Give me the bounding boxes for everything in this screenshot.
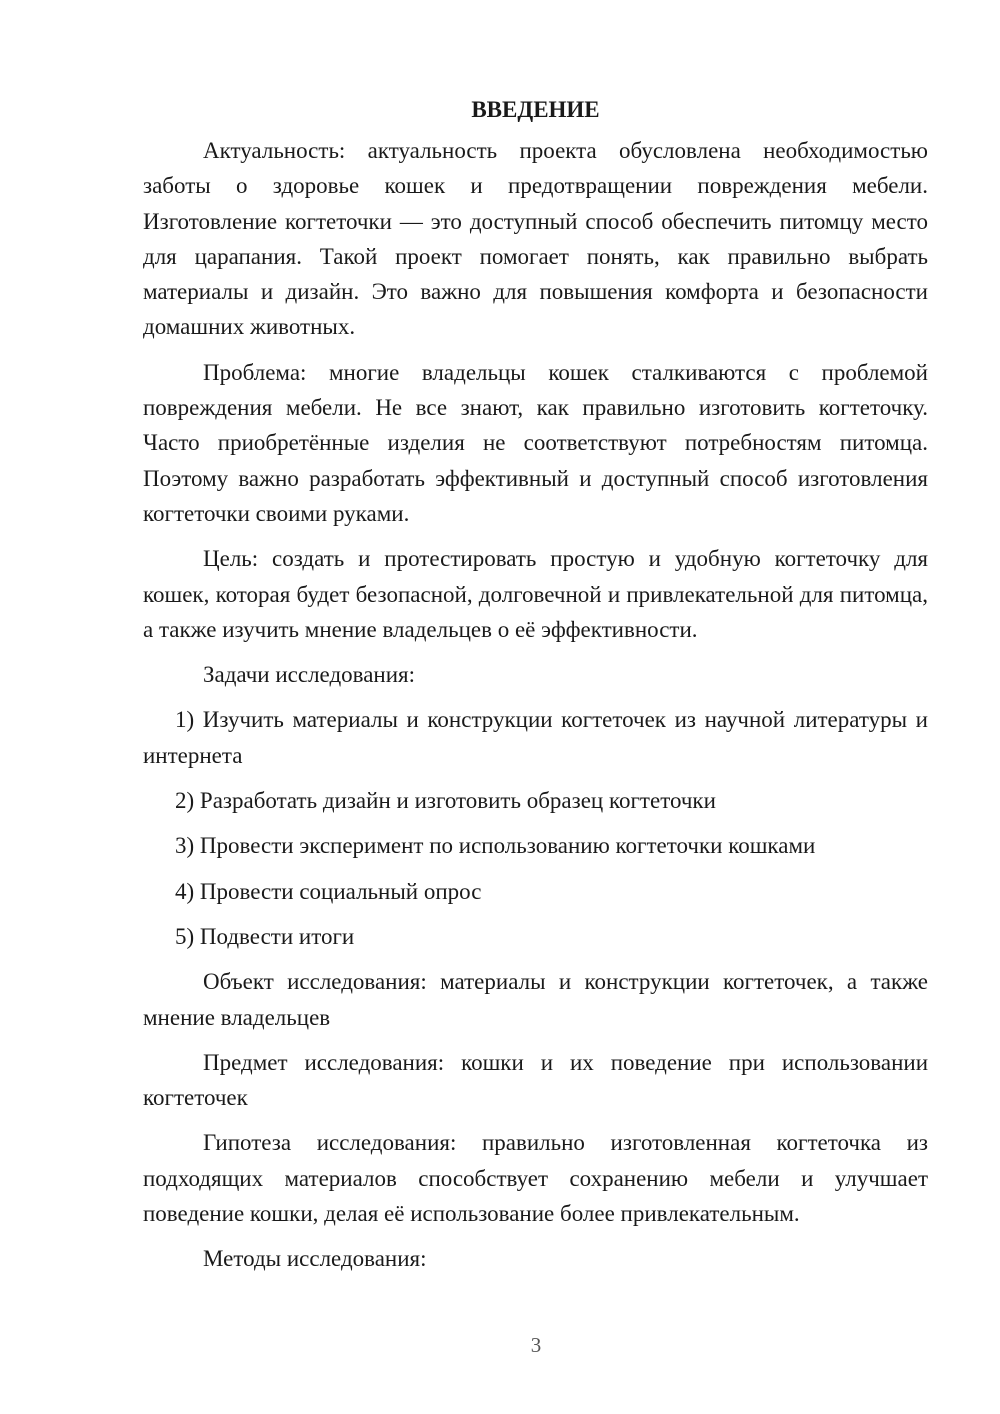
task-item: 1) Изучить материалы и конструкции когтеточек из научной литературы и интернета <box>143 707 928 768</box>
page-number: 3 <box>530 1333 542 1357</box>
tasks-title: Задачи исследования: <box>203 662 416 688</box>
task-item: 2) Разработать дизайн и изготовить образец когтеточки <box>175 788 716 814</box>
methods-title: Методы исследования: <box>203 1246 427 1272</box>
section-heading: ВВЕДЕНИЕ <box>471 97 600 122</box>
object-paragraph: Объект исследования: материалы и конструкции когтеточек, а также мнение владельцев <box>143 969 928 1030</box>
relevance-paragraph: Актуальность: актуальность проекта обусловлена необходимостью заботы о здоровье кошек и предотвращении повреждения мебели. Изготовление когтеточки — это доступный способ обеспечить питомцу место для царапания. Такой проект помогает понять, как правильно выбрать материалы и дизайн. Это важно для повышения комфорта и безопасности домашних животных. <box>143 138 928 340</box>
document-page <box>143 92 928 1287</box>
subject-paragraph: Предмет исследования: кошки и их поведение при использовании когтеточек <box>143 1049 928 1111</box>
goal-paragraph: Цель: создать и протестировать простую и удобную когтеточку для кошек, которая будет безопасной, долговечной и привлекательной для питомца, а также изучить мнение владельцев о её эффективности. <box>143 546 928 642</box>
problem-paragraph: Проблема: многие владельцы кошек сталкиваются с проблемой повреждения мебели. Не все знают, как правильно изготовить когтеточку. Часто приобретённые изделия не соответствуют потребностям питомца. Поэтому важно разработать эффективный и доступный способ изготовления когтеточки своими руками. <box>143 359 928 526</box>
task-item: 5) Подвести итоги <box>175 923 355 949</box>
hypothesis-paragraph: Гипотеза исследования: правильно изготовленная когтеточка из подходящих материалов способствует сохранению мебели и улучшает поведение кошки, делая её использование более привлекательным. <box>143 1130 928 1227</box>
task-item: 3) Провести эксперимент по использованию когтеточки кошками <box>175 833 816 859</box>
task-item: 4) Провести социальный опрос <box>175 878 482 904</box>
